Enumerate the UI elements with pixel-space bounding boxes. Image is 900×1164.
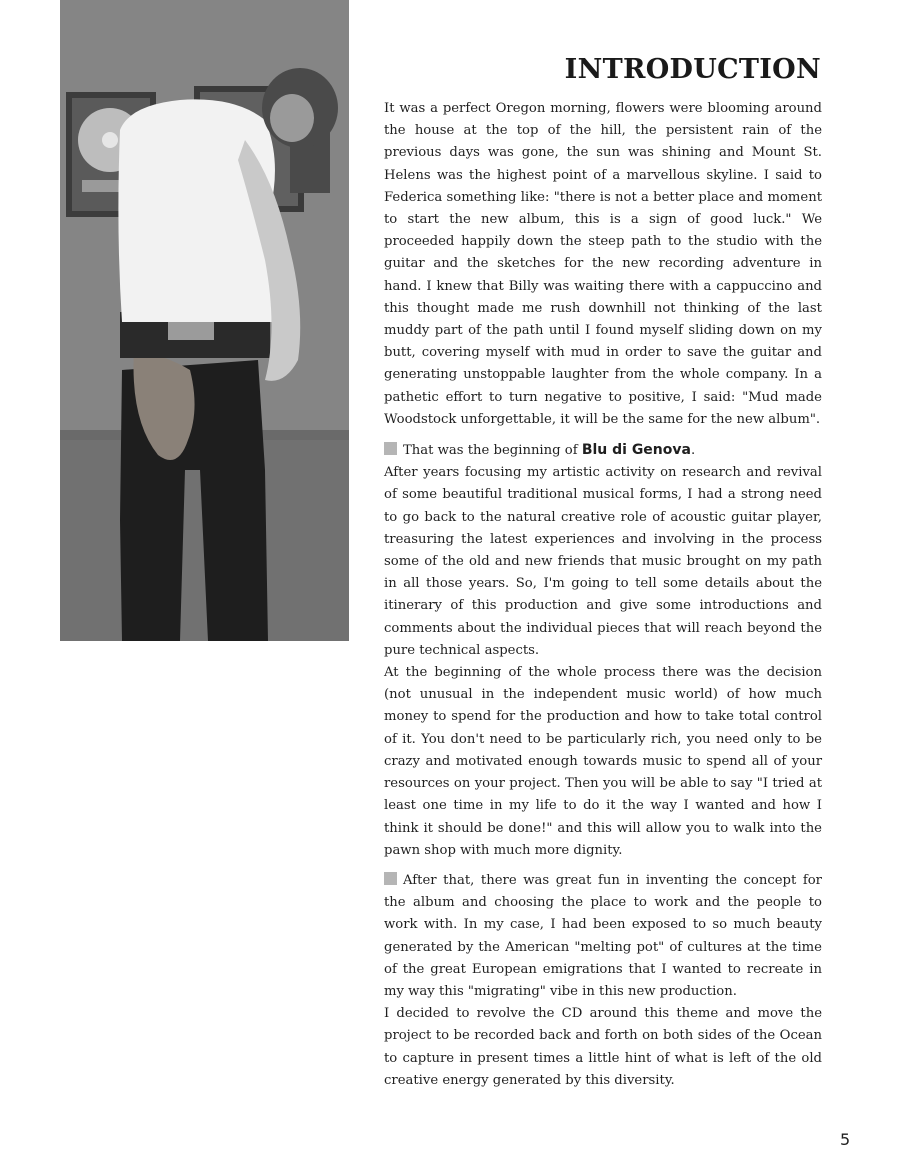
paragraph-marker-icon xyxy=(384,872,397,885)
cover-photo xyxy=(60,0,349,641)
paragraph-concept xyxy=(384,870,822,1003)
paragraph-intro: It was a perfect Oregon morning, flowers were blooming around the house at the top of the hill, the persistent rain of the previous days was gone, the sun was shining and Mount St. Helens was the highest point of a marvellous skyline. I said to Federica something like: "there is not a better place and moment to start the new album, this is a sign of good luck." We proceeded happily down the steep path to the studio with the guitar and the sketches for the new recording adventure in hand. I knew that Billy was waiting there with a cappuccino and this thought made me rush downhill not thinking of the last muddy part of the path until I found myself sliding down on my butt, covering myself with mud in order to save the guitar and generating unstoppable laughter from the whole company. In a pathetic effort to turn negative to positive, I said: "Mud made Woodstock unforgettable, it will be the same for the new album". xyxy=(384,101,822,427)
article-body xyxy=(384,98,822,1092)
page-title: INTRODUCTION xyxy=(564,54,821,85)
photo-person-icon xyxy=(60,0,349,641)
concept-text: After that, there was great fun in inventing the concept for the album and choosing the place to work and the people to work with. In my case, I had been exposed to so much beauty generated by the American "melting pot" of cultures at the time of the great European emigrations that I wanted to recreate in my way this "migrating" vibe in this new production. xyxy=(384,872,822,999)
beginning-end: . xyxy=(690,443,696,459)
paragraph-artistic-activity: After years focusing my artistic activity on research and revival of some beautiful traditional musical forms, I had a strong need to go back to the natural creative role of acoustic guitar player, treasuring the latest experiences and involving in the process some of the old and new friends that music brought on my path in all those years. So, I'm going to tell some details about the itinerary of this production and give some introductions and comments about the individual pieces that will reach beyond the pure technical aspects. xyxy=(384,465,822,658)
album-title: Blu di Genova xyxy=(581,442,691,459)
paragraph-marker-icon xyxy=(384,442,397,455)
beginning-lead: That was the beginning of xyxy=(403,443,578,459)
paragraph-beginning xyxy=(384,439,822,462)
page-number: 5 xyxy=(840,1130,851,1149)
paragraph-decision: I decided to revolve the CD around this theme and move the project to be recorded back and forth on both sides of the Ocean to capture in present times a little hint of what is left of the old creative energy generated by this diversity. xyxy=(384,1006,822,1088)
paragraph-budget: At the beginning of the whole process there was the decision (not unusual in the independent music world) of how much money to spend for the production and how to take total control of it. You don't need to be particularly rich, you need only to be crazy and motivated enough towards music to spend all of your resources on your project. Then you will be able to say "I tried at least one time in my life to do it the way I wanted and how I think it should be done!" and this will allow you to walk into the pawn shop with much more dignity. xyxy=(384,665,822,858)
